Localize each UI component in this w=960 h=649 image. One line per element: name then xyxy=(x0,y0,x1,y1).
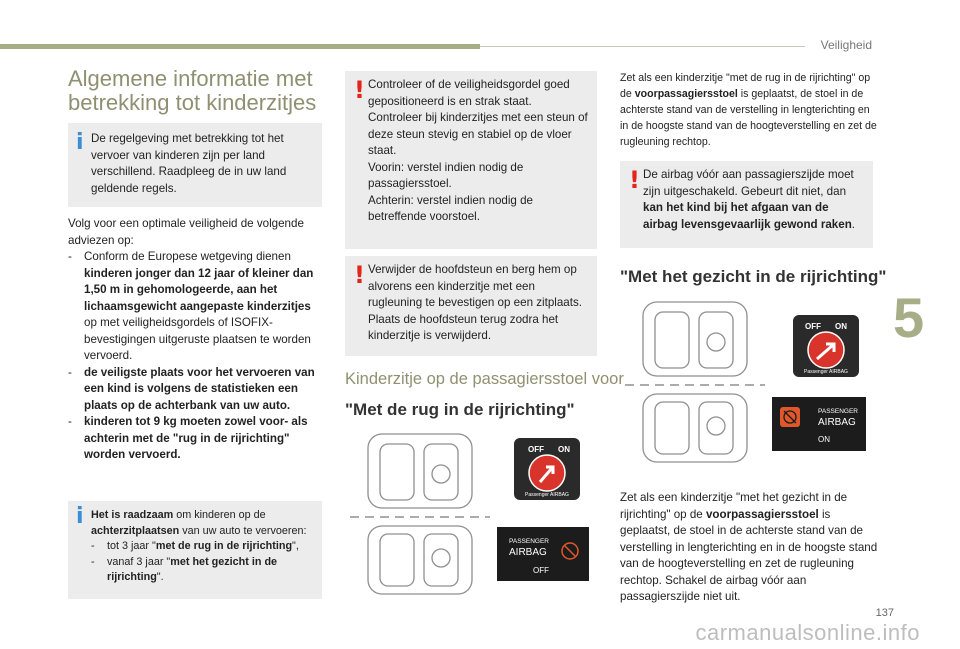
header-rule xyxy=(480,46,805,47)
list-item: - vanaf 3 jaar "met het gezicht in de rijrichting". xyxy=(91,555,278,583)
car-diagram-rear-facing xyxy=(350,430,490,598)
child-seat-icon xyxy=(707,417,725,435)
airbag-indicator-off xyxy=(497,527,589,581)
chapter-number: 5 xyxy=(893,286,925,349)
heading-forward-facing: "Met het gezicht in de rijrichting" xyxy=(620,267,887,286)
section-title: Veiligheid xyxy=(820,38,872,52)
airbag-indicator-on xyxy=(772,397,866,451)
list-item: - tot 3 jaar "met de rug in de rijrichting", xyxy=(91,540,299,552)
panel-line1: PASSENGER xyxy=(509,538,549,545)
warning-icon: ! xyxy=(354,76,365,104)
page-title: Algemene informatie met betrekking tot kinderzitjes xyxy=(68,66,317,115)
switch-on-label: ON xyxy=(835,322,847,331)
switch-off-label: OFF xyxy=(805,322,821,331)
child-seat-icon xyxy=(432,465,450,483)
warning-box-headrest: ! Verwijder de hoofdsteun en berg hem op alvorens een kinderzitje met een rugleuning te bevestigen op een zitplaats. Plaats de hoofdsteun terug zodra het kinderzitje is verwijderd. xyxy=(345,256,597,356)
page-number: 137 xyxy=(875,607,894,619)
car-diagram-forward-facing xyxy=(625,298,765,466)
list-item: - kinderen tot 9 kg moeten zowel voor- als achterin met de "rug in de rijrichting" worden vervoerd. xyxy=(68,415,308,461)
switch-off-label: OFF xyxy=(528,445,544,454)
list-item: - Conform de Europese wetgeving dienen kinderen jonger dan 12 jaar of kleiner dan 1,50 m in gehomologeerde, aan het lichaamsgewicht aangepaste kinderzitjes op met veiligheidsgordels of ISOFIX-bevestigingen uitgeruste plaatsen te worden vervoerd. xyxy=(68,250,314,362)
list-item: - de veiligste plaats voor het vervoeren van een kind is volgens de statistieken een plaats op de achterbank van uw auto. xyxy=(68,365,315,412)
passenger-seat xyxy=(424,444,458,500)
advice-list xyxy=(68,216,324,464)
subsection-title: Kinderzitje op de passagiersstoel voor xyxy=(345,370,624,388)
child-seat-icon xyxy=(432,549,450,567)
airbag-switch-off xyxy=(514,438,580,500)
panel-line2: AIRBAG xyxy=(509,547,547,558)
info-icon: i xyxy=(76,504,84,529)
warning-icon: ! xyxy=(354,261,365,289)
advice-intro: Volg voor een optimale veiligheid de volgende adviezen op: xyxy=(68,217,304,247)
driver-seat-lower xyxy=(655,402,689,454)
info-box-rear-seats: i Het is raadzaam om kinderen op de achterzitplaatsen van uw auto te vervoeren: - tot 3 jaar "met de rug in de rijrichting", - vanaf 3 jaar "met het gezicht in de rijrichting". xyxy=(68,501,322,599)
watermark: carmanualsonline.info xyxy=(695,620,920,645)
header-bar xyxy=(0,44,480,49)
info-icon: i xyxy=(76,130,84,155)
intro-rear-facing: Zet als een kinderzitje "met de rug in de rijrichting" op de voorpassagiersstoel is geplaatst, de stoel in de achterste stand van de verstelling in lengterichting en in de hoogste stand van de hoogteverstelling en zet de rugleuning rechtop. xyxy=(620,72,877,148)
switch-caption: Passenger AIRBAG xyxy=(525,492,569,498)
driver-seat xyxy=(655,312,689,368)
info-text: De regelgeving met betrekking tot het vervoer van kinderen zijn per land verschillend. Raadpleeg de in uw land geldende regels. xyxy=(91,132,287,195)
heading-rear-facing: "Met de rug in de rijrichting" xyxy=(345,400,575,419)
switch-caption: Passenger AIRBAG xyxy=(804,369,848,375)
panel-state: ON xyxy=(818,435,830,444)
info-box-regulations xyxy=(68,123,322,207)
warning-box-seatbelt: ! Controleer of de veiligheidsgordel goed gepositioneerd is en strak staat. Controleer bij kinderzitjes met een steun of deze steun stevig en stabiel op de vloer staat. Voorin: verstel indien nodig de passagiersstoel. Achterin: verstel indien nodig de betreffende voorstoel. xyxy=(345,71,597,249)
driver-seat xyxy=(380,444,414,500)
panel-line1: PASSENGER xyxy=(818,408,858,415)
driver-seat-lower xyxy=(380,534,414,586)
switch-on-label: ON xyxy=(558,445,570,454)
passenger-seat xyxy=(699,312,733,368)
panel-state: OFF xyxy=(533,566,549,575)
passenger-seat-lower xyxy=(424,534,458,586)
warning-box-airbag: ! De airbag vóór aan passagierszijde moet zijn uitgeschakeld. Gebeurt dit niet, dan kan het kind bij het afgaan van de airbag levensgevaarlijk gewond raken. xyxy=(620,161,873,248)
passenger-seat-lower xyxy=(699,402,733,454)
outro-forward-facing: Zet als een kinderzitje "met het gezicht in de rijrichting" op de voorpassagiersstoel is geplaatst, de stoel in de achterste stand van de verstelling in lengterichting en in de hoogste stand van de hoogteverstelling en zet de rugleuning rechtop. Schakel de airbag vóór aan passagierszijde niet uit. xyxy=(620,491,878,603)
child-seat-icon xyxy=(707,333,725,351)
airbag-switch-on xyxy=(793,315,859,377)
panel-line2: AIRBAG xyxy=(818,417,856,428)
warning-icon: ! xyxy=(629,166,640,194)
